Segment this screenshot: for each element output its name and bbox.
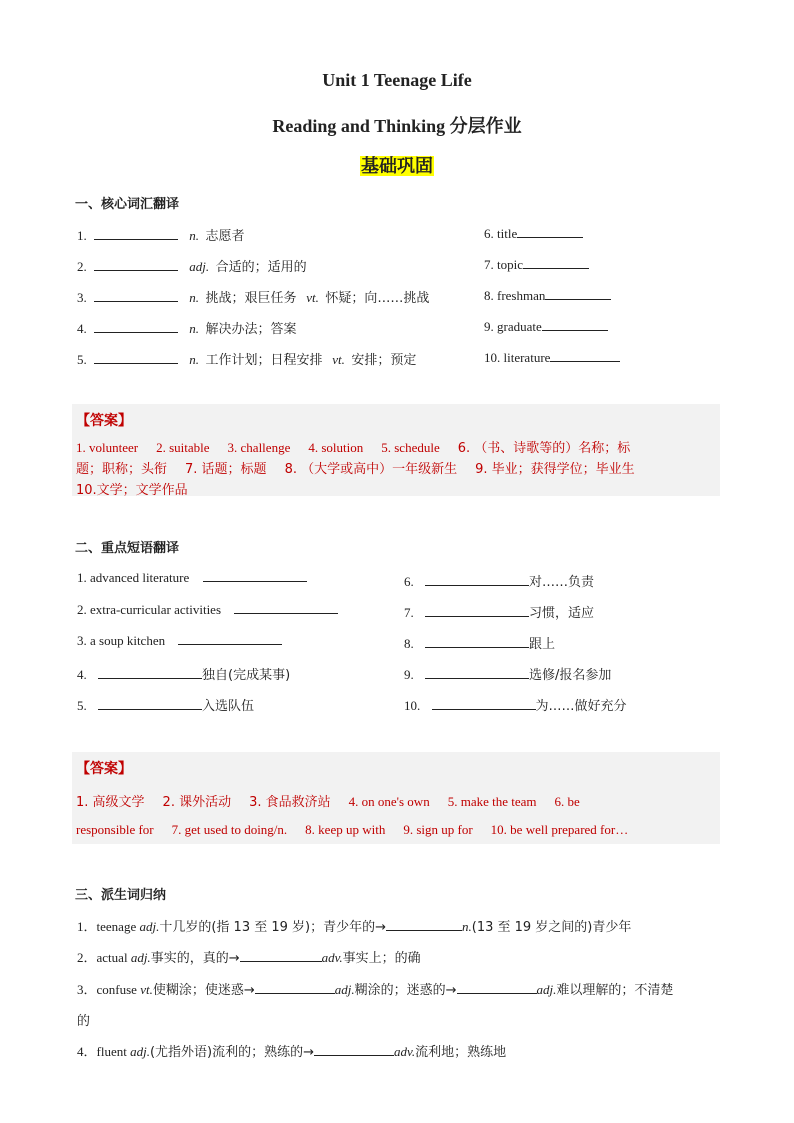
answer-line: 1. 高级文学 2. 课外活动 3. 食品救济站 4. on one's own 5. make the team 6. be: [76, 794, 580, 810]
vocab-item: 8. freshman: [484, 288, 611, 304]
answer-line: responsible for 7. get used to doing/n. 8. keep up with 9. sign up for 10. be well prepared for…: [76, 822, 629, 837]
page-subtitle: Reading and Thinking 分层作业: [272, 116, 522, 136]
phrase-item: 4. 独自(完成某事): [77, 667, 291, 683]
vocab-item: 5. n. 工作计划；日程安排 vt. 安排；预定: [77, 352, 417, 368]
page-title: Unit 1 Teenage Life: [322, 70, 472, 90]
derivative-item-continuation: 的: [77, 1014, 91, 1029]
vocab-item: 7. topic: [484, 257, 589, 273]
answer-line: 10.文学；文学作品: [76, 483, 188, 498]
answer-blank[interactable]: [98, 698, 202, 710]
vocab-item: 1. n. 志愿者: [77, 228, 245, 244]
phrase-item: 2. extra-curricular activities: [77, 602, 338, 618]
section-heading-vocab: 一、核心词汇翻译: [75, 197, 180, 212]
derivative-item: 3．confuse vt.使糊涂；使迷惑→ adj.糊涂的；迷惑的→ adj.难以理解的；不清楚: [77, 982, 674, 998]
answer-blank[interactable]: [178, 633, 282, 645]
answer-blank[interactable]: [240, 950, 322, 962]
answer-blank[interactable]: [523, 257, 589, 269]
vocab-item: 3. n. 挑战；艰巨任务 vt. 怀疑；向……挑战: [77, 290, 430, 306]
answer-line: 1. volunteer 2. suitable 3. challenge 4. solution 5. schedule 6. （书、诗歌等的）名称；标: [76, 440, 631, 456]
answer-blank[interactable]: [550, 350, 620, 362]
answer-blank[interactable]: [542, 319, 608, 331]
derivative-item: 2．actual adj.事实的，真的→ adv.事实上；的确: [77, 950, 421, 966]
answer-blank[interactable]: [517, 226, 583, 238]
answer-blank[interactable]: [425, 605, 529, 617]
answer-blank[interactable]: [432, 698, 536, 710]
answer-blank[interactable]: [203, 570, 307, 582]
vocab-item: 10. literature: [484, 350, 620, 366]
derivative-item: 4．fluent adj.(尤指外语)流利的；熟练的→ adv.流利地；熟练地: [77, 1044, 507, 1060]
vocab-item: 6. title: [484, 226, 583, 242]
answer-label: 【答案】: [76, 762, 132, 777]
answer-blank[interactable]: [386, 919, 462, 931]
answer-blank[interactable]: [94, 352, 178, 364]
vocab-item: 4. n. 解决办法；答案: [77, 321, 297, 337]
answer-blank[interactable]: [457, 982, 537, 994]
answer-blank[interactable]: [94, 259, 178, 271]
vocab-item: 9. graduate: [484, 319, 608, 335]
answer-blank[interactable]: [94, 228, 178, 240]
answer-blank[interactable]: [425, 574, 529, 586]
level-badge: 基础巩固: [361, 156, 433, 176]
answer-box: [72, 404, 720, 496]
answer-blank[interactable]: [94, 321, 178, 333]
phrase-item: 3. a soup kitchen: [77, 633, 282, 649]
answer-blank[interactable]: [98, 667, 202, 679]
vocab-item: 2. adj. 合适的；适用的: [77, 259, 307, 275]
answer-blank[interactable]: [545, 288, 611, 300]
phrase-item: 8. 跟上: [404, 636, 556, 652]
phrase-item: 5. 入选队伍: [77, 698, 255, 714]
answer-blank[interactable]: [255, 982, 335, 994]
phrase-item: 1. advanced literature: [77, 570, 307, 586]
derivative-item: 1．teenage adj.十几岁的(指 13 至 19 岁)；青少年的→ n.(13 至 19 岁之间的)青少年: [77, 919, 632, 935]
phrase-item: 7. 习惯，适应: [404, 605, 595, 621]
phrase-item: 9. 选修/报名参加: [404, 667, 612, 683]
phrase-item: 10. 为……做好充分: [404, 698, 627, 714]
answer-blank[interactable]: [425, 667, 529, 679]
answer-blank[interactable]: [234, 602, 338, 614]
section-heading-phrases: 二、重点短语翻译: [75, 541, 180, 556]
answer-blank[interactable]: [94, 290, 178, 302]
answer-box: [72, 752, 720, 844]
answer-blank[interactable]: [314, 1044, 394, 1056]
phrase-item: 6. 对……负责: [404, 574, 595, 590]
answer-blank[interactable]: [425, 636, 529, 648]
section-heading-derivatives: 三、派生词归纳: [75, 888, 167, 903]
answer-label: 【答案】: [76, 414, 132, 429]
answer-line: 题；职称；头衔 7. 话题；标题 8. （大学或高中）一年级新生 9. 毕业；获得学位；毕业生: [76, 462, 635, 477]
